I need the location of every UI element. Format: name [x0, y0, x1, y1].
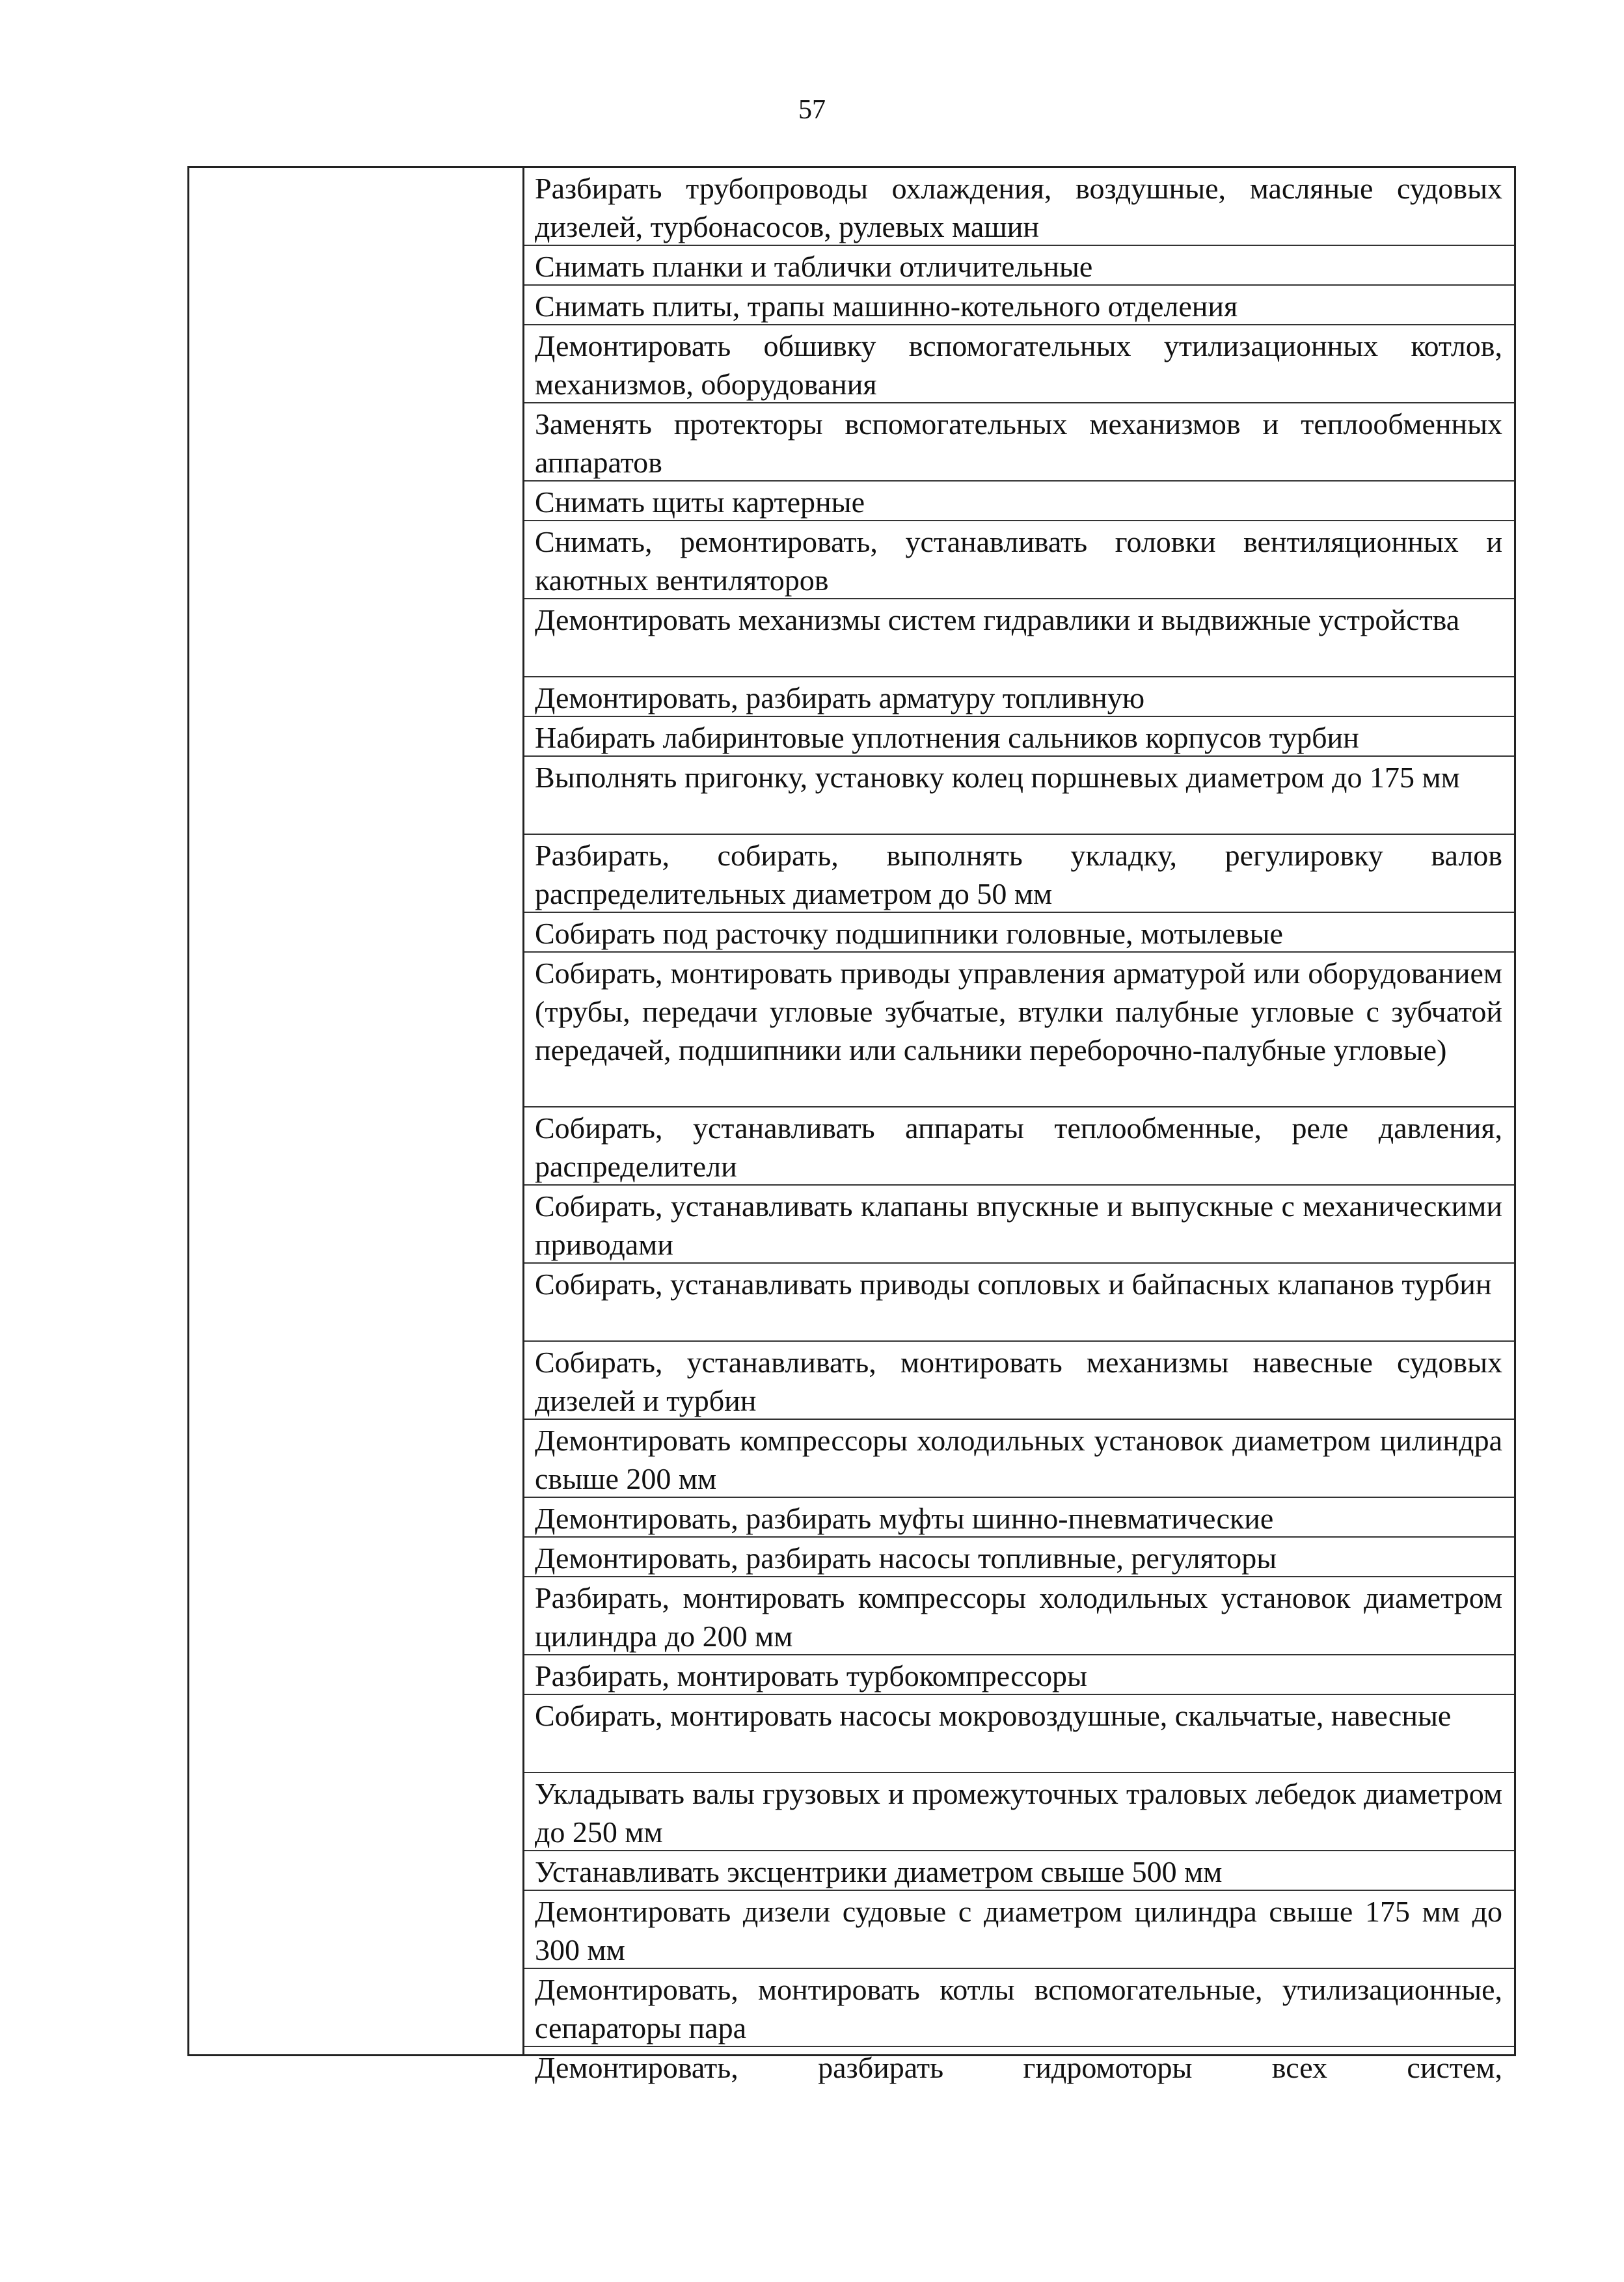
table-cell-text: Собирать, устанавливать, монтировать механизмы навесные судовых дизелей и турбин	[535, 1346, 1502, 1417]
table-cell-text: Снимать плиты, трапы машинно-котельного отделения	[535, 290, 1238, 323]
table-row	[524, 1498, 1514, 1538]
table-row	[524, 835, 1514, 913]
table-cell-text: Демонтировать, разбирать арматуру топливную	[535, 681, 1145, 714]
table-cell-text: Выполнять пригонку, установку колец поршневых диаметром до 175 мм	[535, 761, 1460, 794]
table-cell-text: Собирать, монтировать приводы управления арматурой или оборудованием (трубы, передачи угловые зубчатые, втулки палубные угловые с зубчатой передачей, подшипники или сальники переборочно-палубные угловые)	[535, 957, 1502, 1066]
table-row	[524, 1577, 1514, 1655]
table-row	[524, 1851, 1514, 1891]
table-row	[524, 1891, 1514, 1969]
table-row	[524, 2047, 1514, 2085]
table-cell-text: Демонтировать, монтировать котлы вспомогательные, утилизационные, сепараторы пара	[535, 1973, 1502, 2044]
table-cell-text: Заменять протекторы вспомогательных механизмов и теплообменных аппаратов	[535, 407, 1502, 479]
table-cell-text: Набирать лабиринтовые уплотнения сальников корпусов турбин	[535, 721, 1359, 754]
table-row	[524, 1264, 1514, 1342]
table-row	[524, 1342, 1514, 1420]
table-cell-text: Собирать, устанавливать приводы сопловых и байпасных клапанов турбин	[535, 1268, 1492, 1301]
table-cell-text: Демонтировать компрессоры холодильных установок диаметром цилиндра свыше 200 мм	[535, 1424, 1502, 1495]
table-row	[524, 717, 1514, 757]
table-row	[524, 1538, 1514, 1577]
table-cell-text: Снимать щиты картерные	[535, 485, 865, 519]
table-row	[524, 1655, 1514, 1695]
table-row	[524, 482, 1514, 521]
table-cell-text: Собирать, монтировать насосы мокровоздушные, скальчатые, навесные	[535, 1699, 1452, 1732]
table-cell-text: Разбирать трубопроводы охлаждения, воздушные, масляные судовых дизелей, турбонасосов, рулевых машин	[535, 172, 1502, 243]
table-cell-text: Демонтировать, разбирать гидромоторы всех систем,	[535, 2051, 1502, 2084]
table-row	[524, 757, 1514, 835]
table-row	[524, 246, 1514, 286]
table-row	[524, 168, 1514, 246]
table-row	[524, 913, 1514, 953]
table-row	[524, 599, 1514, 677]
table-row	[524, 286, 1514, 325]
table-row	[524, 1107, 1514, 1186]
table-row	[524, 1773, 1514, 1851]
table-cell-text: Собирать под расточку подшипники головные, мотылевые	[535, 917, 1283, 950]
table-cell-text: Разбирать, монтировать компрессоры холодильных установок диаметром цилиндра до 200 мм	[535, 1581, 1502, 1653]
work-table	[187, 166, 1516, 2084]
table-cell-text: Демонтировать дизели судовые с диаметром цилиндра свыше 175 мм до 300 мм	[535, 1895, 1502, 1966]
table-cell-text: Демонтировать механизмы систем гидравлики и выдвижные устройства	[535, 603, 1460, 636]
table-row	[524, 403, 1514, 482]
table-cell-text: Снимать планки и таблички отличительные	[535, 250, 1093, 283]
table-row	[524, 1420, 1514, 1498]
table-cell-text: Демонтировать, разбирать муфты шинно-пневматические	[535, 1502, 1274, 1535]
table-row	[524, 953, 1514, 1107]
table-cell-text: Разбирать, собирать, выполнять укладку, регулировку валов распределительных диаметром до 50 мм	[535, 839, 1502, 910]
table-cell-text: Собирать, устанавливать клапаны впускные и выпускные с механическими приводами	[535, 1189, 1502, 1261]
page-number: 57	[798, 95, 826, 125]
table-rows	[524, 168, 1514, 2084]
table-cell-text: Устанавливать эксцентрики диаметром свыше 500 мм	[535, 1855, 1223, 1888]
table-cell-text: Собирать, устанавливать аппараты теплообменные, реле давления, распределители	[535, 1111, 1502, 1183]
table-cell-text: Демонтировать обшивку вспомогательных утилизационных котлов, механизмов, оборудования	[535, 329, 1502, 401]
table-row	[524, 1186, 1514, 1264]
table-cell-text: Демонтировать, разбирать насосы топливные, регуляторы	[535, 1542, 1277, 1575]
table-row	[524, 1695, 1514, 1773]
table-cell-text: Разбирать, монтировать турбокомпрессоры	[535, 1659, 1087, 1692]
table-cell-text: Снимать, ремонтировать, устанавливать головки вентиляционных и каютных вентиляторов	[535, 525, 1502, 597]
table-cell-text: Укладывать валы грузовых и промежуточных траловых лебедок диаметром до 250 мм	[535, 1777, 1502, 1849]
table-row	[524, 521, 1514, 599]
table-row	[524, 677, 1514, 717]
table-row	[524, 1969, 1514, 2047]
table-row	[524, 325, 1514, 403]
